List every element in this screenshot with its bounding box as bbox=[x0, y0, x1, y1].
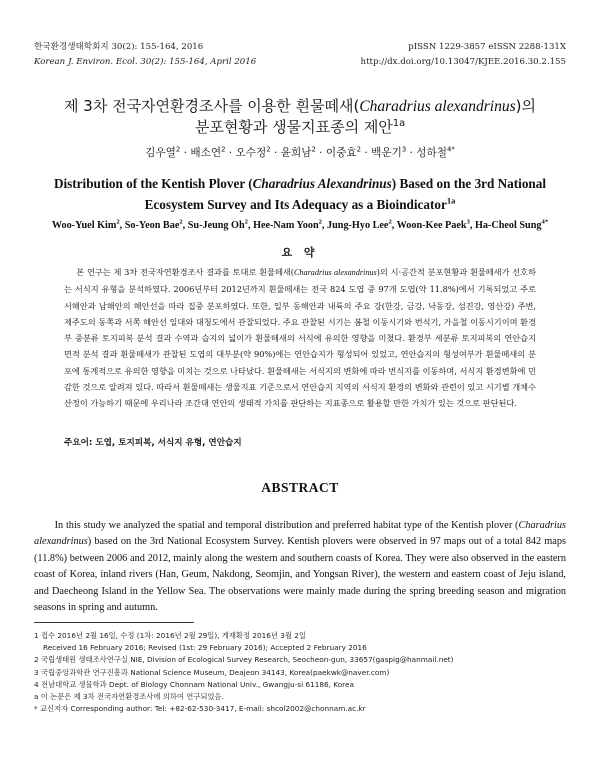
title-en-species: Charadrius Alexandrinus bbox=[252, 176, 392, 191]
author-en-name: Su-Jeung Oh bbox=[187, 220, 245, 231]
author-en-affiliation: 2 bbox=[318, 218, 322, 226]
author-ko-affiliation: 3 bbox=[401, 145, 407, 154]
author-en-affiliation: 2 bbox=[116, 218, 120, 226]
title-ko-sup: 1a bbox=[392, 118, 406, 129]
footnote-text: 교신저자 Corresponding author: Tel: +82-62-530-3417, E-mail: shcol2002@chonnam.ac.kr bbox=[39, 704, 366, 714]
en-abs-p2: ) based on the 3rd National Ecosystem Survey. Kentish plovers were observed in 97 maps out of a total 842 maps (11.8%) between 2006 and 2012, mainly along the western and southern coasts of Korea. They were also observed in the eastern coast of Korea, inland rivers (Han, Geum, Nakdong, Seomjin, and Yongsan River), the western and eastern coast of Jeju island, and Daecheong Island in the Yellow Sea. The observations were mainly made during the spring breeding season and migration seasons in spring and autumn. bbox=[34, 536, 566, 614]
footnote-marker: 1 bbox=[34, 631, 41, 640]
footnote-text: 이 논문은 제 3차 전국자연환경조사에 의하여 연구되었음. bbox=[40, 692, 224, 702]
abstract-heading: ABSTRACT bbox=[261, 480, 339, 495]
footnote-marker: * bbox=[34, 704, 40, 714]
author-ko-affiliation: 4* bbox=[447, 145, 455, 154]
author-en-affiliation: 3 bbox=[466, 218, 470, 226]
korean-abstract-heading: 요 약 bbox=[281, 246, 319, 259]
author-en-name: Woon-Kee Paek bbox=[396, 220, 467, 231]
title-en-part1: Distribution of the Kentish Plover ( bbox=[53, 176, 253, 191]
footnote-divider bbox=[34, 622, 194, 623]
footnote-text: Received 16 February 2016; Revised (1st: 29 February 2016); Accepted 2 February 2016 bbox=[43, 643, 367, 653]
title-en-line2: Ecosystem Survey and Its Adequacy as a Bioindicator bbox=[144, 197, 447, 212]
author-ko-name: 성하철 bbox=[416, 147, 447, 159]
author-ko-name: 윤희남 bbox=[280, 147, 312, 159]
korean-keywords: 주요어: 도엽, 토지피복, 서식지 유형, 연안습지 bbox=[64, 438, 242, 448]
title-en-sup: 1a bbox=[446, 195, 456, 206]
author-ko-affiliation: 2 bbox=[175, 145, 181, 154]
authors-english: Woo-Yuel Kim$^2$, So-Yeon Bae$^2$, Su-Jeung Oh$^2$, Hee-Nam Yoon$^2$, Jung-Hyo Lee$^2$, Woon-Kee Paek$^3$, Ha-Cheol Sung$^{4*}$ bbox=[51, 218, 549, 231]
author-ko-affiliation: 2 bbox=[221, 145, 226, 154]
footnote bbox=[34, 691, 574, 703]
author-en-name: So-Yeon Bae bbox=[124, 220, 180, 231]
title-ko-line2: 분포현황과 생물지표종의 제안 bbox=[194, 118, 393, 136]
journal-ko: 한국환경생태학회지 30(2): 155-164, 2016 bbox=[34, 42, 204, 52]
author-en-affiliation: 2 bbox=[244, 218, 248, 226]
footnote bbox=[34, 703, 574, 715]
footnote bbox=[34, 679, 574, 691]
author-en-affiliation: 2 bbox=[388, 218, 392, 226]
title-korean bbox=[0, 96, 600, 138]
author-en-name: Ha-Cheol Sung bbox=[474, 220, 542, 231]
footnote-text: 국립중앙과학관 연구진흥과 National Science Museum, Deajeon 34143, Korea(paekwk@naver.com) bbox=[40, 667, 390, 677]
journal-en: Korean J. Environ. Ecol. 30(2): 155-164, April 2016 bbox=[34, 57, 257, 67]
author-ko-name: 배소연 bbox=[190, 147, 222, 159]
english-abstract bbox=[34, 518, 566, 616]
author-ko-affiliation: 2 bbox=[266, 145, 271, 154]
author-en-affiliation: 2 bbox=[179, 218, 183, 226]
footnote-text: 국립생태원 생태조사연구실 NIE, Division of Ecological Survey Research, Seocheon-gun, 33657(gaspig@hanmail.net) bbox=[40, 655, 454, 665]
ko-abs-species: Charadrius alexandrinus bbox=[293, 268, 377, 277]
author-ko-name: 오수정 bbox=[235, 147, 267, 159]
title-ko-species: Charadrius alexandrinus bbox=[359, 98, 516, 115]
ko-abs-p1: 본 연구는 제 3차 전국자연환경조사 결과를 토대로 흰물떼새( bbox=[76, 267, 294, 277]
footnote bbox=[34, 630, 574, 642]
footnote-marker: 2 bbox=[34, 655, 41, 665]
author-ko-name: 이중효 bbox=[325, 147, 357, 159]
footnote bbox=[34, 642, 574, 654]
footnote-text: 접수 2016년 2월 16일, 수정 (1차: 2016년 2월 29일), 게재확정 2016년 3월 2일 bbox=[40, 631, 306, 640]
footnote-marker: a bbox=[34, 692, 41, 702]
en-abs-species: Charadrius alexandrinus bbox=[34, 520, 566, 548]
korean-abstract bbox=[64, 264, 536, 412]
footnote-marker: 3 bbox=[34, 667, 41, 677]
title-en-part2: ) Based on the 3rd National bbox=[391, 176, 547, 191]
authors-korean: 김우열$^2$ · 배소연$^2$ · 오수정$^2$ · 윤희남$^2$ · 이중효$^2$ · 백운기$^3$ · 성하철$^{4*}$ bbox=[145, 145, 455, 159]
author-en-name: Jung-Hyo Lee bbox=[327, 220, 389, 231]
author-ko-affiliation: 2 bbox=[356, 145, 361, 154]
title-english bbox=[40, 173, 560, 215]
author-en-name: Woo-Yuel Kim bbox=[51, 220, 117, 231]
issn-doi bbox=[361, 40, 566, 70]
title-ko-part2: )의 bbox=[515, 97, 536, 115]
journal-citation bbox=[34, 40, 256, 70]
footnotes bbox=[34, 630, 574, 715]
ko-abs-p2: )의 시·공간적 분포현황과 흰물떼새가 선호하는 서식지 유형을 분석하였다. 2006년부터 2012년까지 흰물떼새는 전국 824 도엽 중 97개 도엽(약 11.8%)에서 기록되었고 주로 서해안과 남해안의 해안선을 따라 집중 분포하였다. 또한, 일부 동해안과 내륙의 주요 강(한강, 금강, 낙동강, 섬진강, 영산강) 주변, 제주도의 동쪽과 서쪽 해안선 일대와 대청도에서 관찰되었다. 주요 관찰된 시기는 봄철 이동시기와 번식기, 가을철 이동시기이며 환경부 중분류 토지피복 분석 결과 수역과 습지의 넓이가 흰물떼새의 서식에 유의한 영향을 미쳤다. 환경부 세분류 토지피복의 연안습지 면적 분석 결과 흰물떼새가 관찰된 도엽의 대부분(약 90%)에는 연안습지가 형성되어 있었고, 연안습지의 형성여부가 흰물떼새의 분포에 통계적으로 유의한 영향을 미치는 것으로 나타났다. 흰물떼새는 서식지의 변화에 따라 번식지를 이동하며, 서식지 환경변화에 민감한 것으로 알려져 있다. 따라서 흰물떼새는 생물지표 기준으로서 연안습지 지역의 서식지 환경의 변화와 관련이 있고 시기별 개체수 산정이 가능하기 때문에 우리나라 조간대 연안의 생태적 가치를 판단하는 지표종으로 활용할 만한 가치가 있는 것으로 판단된다. bbox=[64, 267, 536, 409]
doi-link[interactable]: http://dx.doi.org/10.13047/KJEE.2016.30.2.155 bbox=[360, 57, 566, 67]
footnote-text: 전남대학교 생물학과 Dept. of Biology Chonnam National Univ., Gwangju-si 61186, Korea bbox=[40, 679, 354, 689]
title-ko-part1: 제 3차 전국자연환경조사를 이용한 흰물떼새( bbox=[64, 97, 360, 115]
footnote bbox=[34, 667, 574, 679]
en-abs-p1: In this study we analyzed the spatial and temporal distribution and preferred habitat type of the Kentish plover ( bbox=[54, 520, 519, 531]
author-en-affiliation: 4* bbox=[541, 218, 549, 226]
author-en-name: Hee-Nam Yoon bbox=[253, 220, 319, 231]
footnote bbox=[34, 654, 574, 666]
issn: pISSN 1229-3857 eISSN 2288-131X bbox=[408, 42, 566, 52]
author-ko-name: 백운기 bbox=[371, 147, 402, 159]
author-ko-name: 김우열 bbox=[145, 147, 176, 159]
author-ko-affiliation: 2 bbox=[311, 145, 316, 154]
footnote-marker: 4 bbox=[34, 679, 41, 689]
